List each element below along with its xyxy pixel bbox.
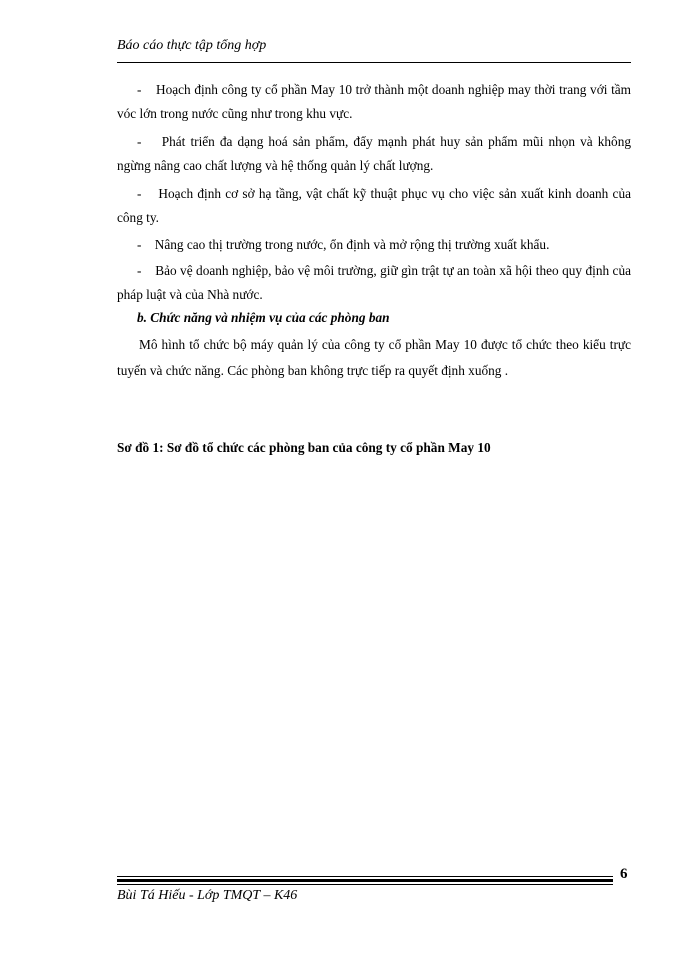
bullet-dash: - [137, 263, 142, 278]
section-heading: b. Chức năng và nhiệm vụ của các phòng ban [137, 310, 390, 325]
bullet-item-5 [117, 259, 631, 307]
bullet-item-1 [117, 78, 631, 126]
bullet-item-3 [117, 182, 631, 230]
page-number: 6 [620, 866, 628, 882]
bullet-text: Bảo vệ doanh nghiệp, bảo vệ môi trường, giữ gìn trật tự an toàn xã hội theo quy định của pháp luật và của Nhà nước. [117, 263, 632, 302]
bullet-text: Hoạch định cơ sở hạ tầng, vật chất kỹ thuật phục vụ cho việc sản xuất kinh doanh của công ty. [117, 186, 632, 225]
footer-rule [117, 876, 613, 885]
bullet-dash: - [137, 134, 142, 149]
bullet-text: Nâng cao thị trường trong nước, ổn định và mở rộng thị trường xuất khẩu. [154, 237, 550, 252]
bullet-text: Phát triển đa dạng hoá sản phẩm, đẩy mạnh phát huy sản phẩm mũi nhọn và không ngừng nâng cao chất lượng và hệ thống quản lý chất lượng. [117, 134, 632, 173]
header-title: Báo cáo thực tập tổng hợp [117, 38, 267, 53]
bullet-dash: - [137, 237, 142, 252]
section-body: Mô hình tổ chức bộ máy quản lý của công ty cổ phần May 10 được tổ chức theo kiểu trực tuyến và chức năng. Các phòng ban không trực tiếp ra quyết định xuống . [117, 337, 631, 378]
footer-author: Bùi Tá Hiếu - Lớp TMQT – K46 [117, 888, 298, 903]
header-rule [117, 62, 631, 63]
bullet-text: Hoạch định công ty cổ phần May 10 trở thành một doanh nghiệp may thời trang với tầm vóc lớn trong nước cũng như trong khu vực. [117, 82, 632, 121]
bullet-item-4 [117, 233, 631, 257]
bullet-item-2 [117, 130, 631, 178]
diagram-title: Sơ đồ 1: Sơ đồ tổ chức các phòng ban của công ty cổ phần May 10 [117, 440, 491, 455]
bullet-dash: - [137, 186, 142, 201]
bullet-dash: - [137, 82, 142, 97]
